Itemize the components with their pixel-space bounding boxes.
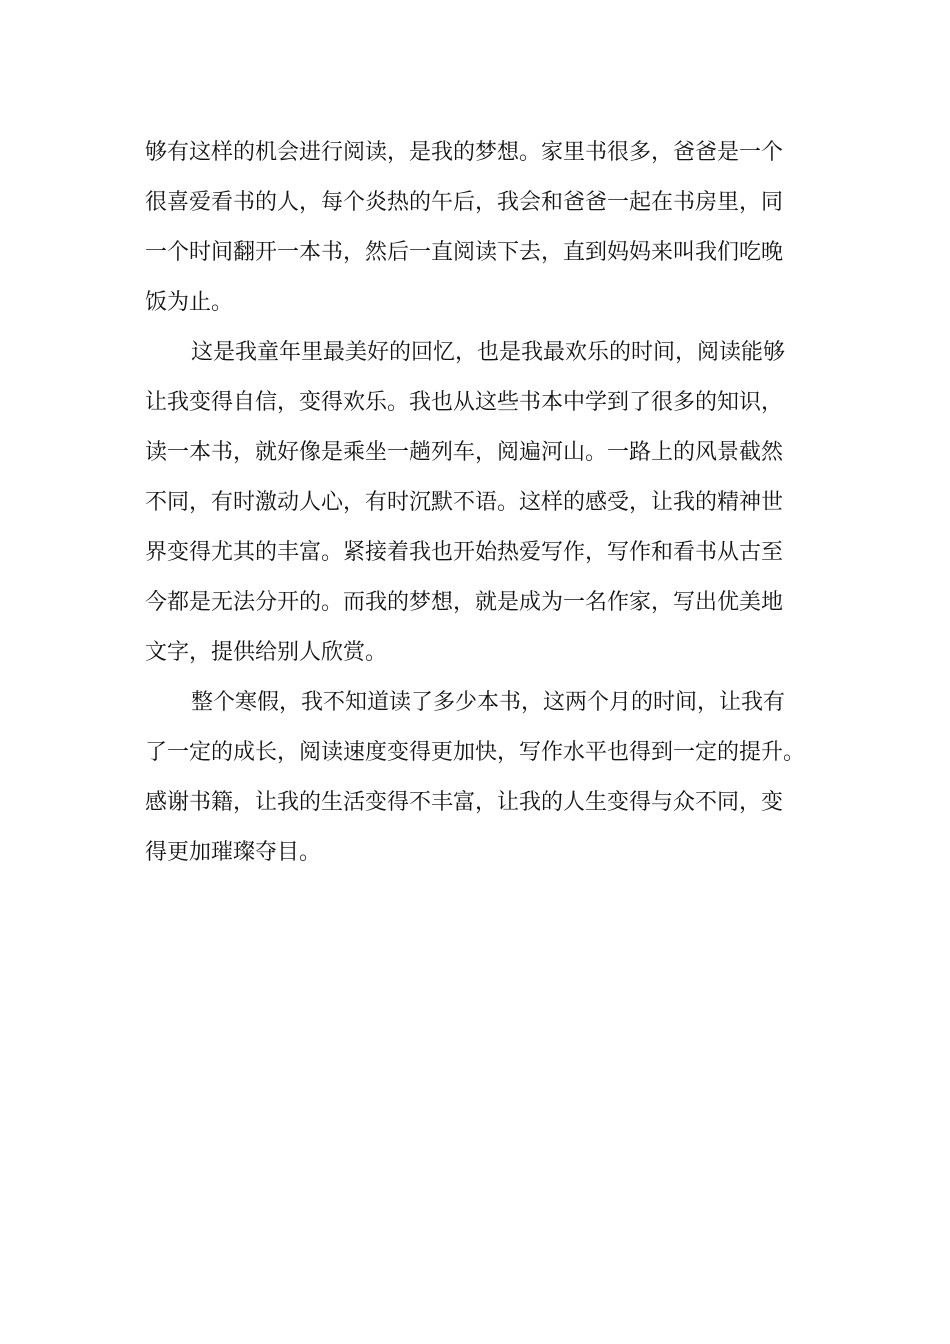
paragraph-line: 界变得尤其的丰富。紧接着我也开始热爱写作，写作和看书从古至 (145, 540, 784, 565)
paragraph-line: 让我变得自信，变得欢乐。我也从这些书本中学到了很多的知识， (145, 390, 784, 415)
paragraph-3 (145, 678, 825, 878)
paragraph-line: 了一定的成长，阅读速度变得更加快，写作水平也得到一定的提升。 (145, 740, 806, 765)
paragraph-line: 读一本书，就好像是乘坐一趟列车，阅遍河山。一路上的风景截然 (145, 440, 784, 465)
paragraph-line: 够有这样的机会进行阅读，是我的梦想。家里书很多，爸爸是一个 (145, 140, 784, 165)
paragraph-line: 这是我童年里最美好的回忆，也是我最欢乐的时间，阅读能够 (191, 340, 786, 365)
paragraph-line: 一个时间翻开一本书，然后一直阅读下去，直到妈妈来叫我们吃晚 (145, 240, 784, 265)
paragraph-line: 文字，提供给别人欣赏。 (145, 640, 388, 665)
paragraph-line: 感谢书籍，让我的生活变得不丰富，让我的人生变得与众不同，变 (145, 790, 784, 815)
paragraph-line: 很喜爱看书的人，每个炎热的午后，我会和爸爸一起在书房里，同 (145, 190, 784, 215)
paragraph-line: 饭为止。 (145, 290, 234, 315)
paragraph-1 (145, 128, 825, 328)
paragraph-line: 不同，有时激动人心，有时沉默不语。这样的感受，让我的精神世 (145, 490, 784, 515)
paragraph-line: 整个寒假，我不知道读了多少本书，这两个月的时间，让我有 (191, 690, 786, 715)
paragraph-line: 今都是无法分开的。而我的梦想，就是成为一名作家，写出优美地 (145, 590, 784, 615)
document-body (145, 128, 825, 878)
paragraph-2 (145, 328, 825, 678)
paragraph-line: 得更加璀璨夺目。 (145, 840, 322, 865)
